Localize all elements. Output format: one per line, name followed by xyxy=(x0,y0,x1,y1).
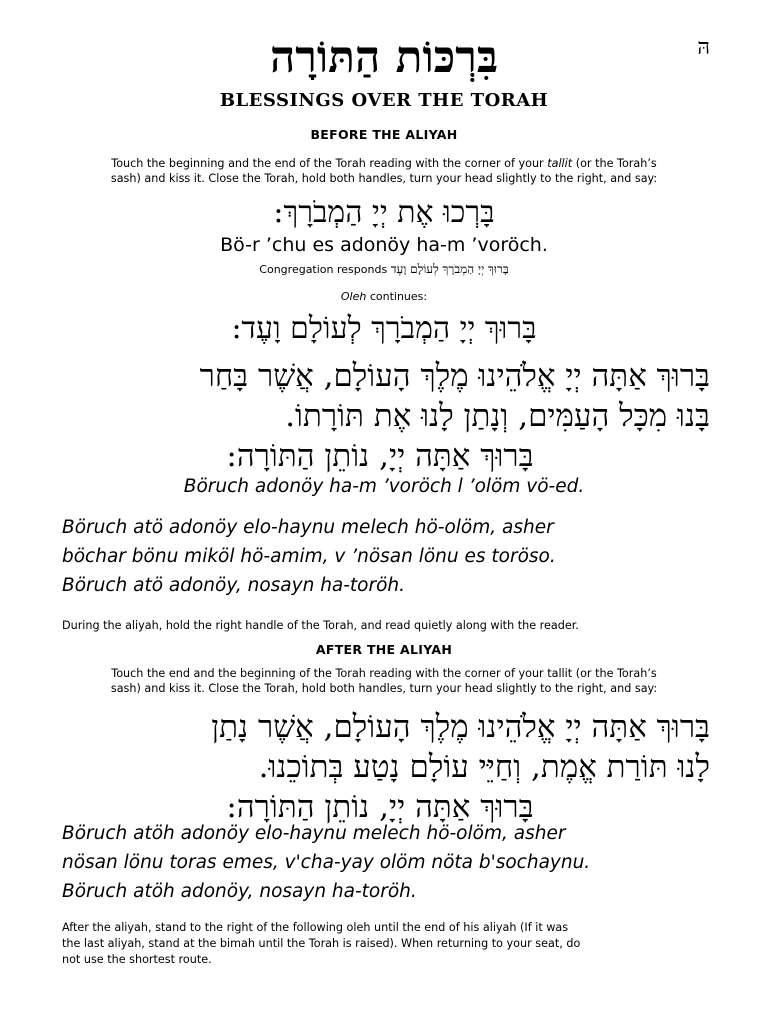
congregation-label: Congregation responds xyxy=(259,263,388,276)
after-blessing-line-2: לָנוּ תּוֹרַת אֱמֶת, וְחַיֵּי עוֹלָם נָטַע בְּתוֹכֵנוּ. xyxy=(258,749,710,785)
before-instruction-line-2: sash) and kiss it. Close the Torah, hold both handles, turn your head slightly to the right, and say: xyxy=(110,172,658,185)
title-hebrew: בִּרְכּוֹת הַתּוֹרָה xyxy=(269,32,499,83)
after-blessing-transliteration xyxy=(62,819,712,906)
after-translit-line-2: nösan lönu toras emes, v'cha-yay olöm nöta b'sochaynu. xyxy=(62,852,591,873)
title-english: BLESSINGS OVER THE TORAH xyxy=(219,90,549,111)
before-blessing-line-3: בָּרוּךְ אַתָּה יְיָ, נוֹתֵן הַתּוֹרָה: xyxy=(226,438,534,474)
instruction-text: Touch the beginning and the end of the Torah reading with the corner of your xyxy=(111,157,548,170)
continues-label: continues: xyxy=(366,290,428,303)
response-hebrew: בָּרוּךְ יְיָ הַמְבֹרָךְ לְעוֹלָם וָעֶד: xyxy=(231,311,537,346)
after-instruction-line-2: sash) and kiss it. Close the Torah, hold both handles, turn your head slightly to the right, and say: xyxy=(110,682,658,695)
before-translit-line-3: Böruch atö adonöy, nosayn ha-toröh. xyxy=(62,575,406,596)
final-note-line-2: the last aliyah, stand at the bimah until the Torah is raised). When returning to your seat, do xyxy=(62,937,581,950)
after-blessing-line-3: בָּרוּךְ אַתָּה יְיָ, נוֹתֵן הַתּוֹרָה: xyxy=(226,789,534,825)
before-instruction xyxy=(40,156,728,186)
before-blessing-hebrew xyxy=(50,356,710,476)
before-instruction-line-1 xyxy=(40,156,728,171)
congregation-hebrew: בָּרוּךְ יְיָ הַמְבֹרָךְ לְעוֹלָם וָעֶד xyxy=(390,262,509,276)
after-instruction xyxy=(40,666,728,696)
after-aliyah-note xyxy=(62,920,712,968)
congregation-responds xyxy=(0,262,768,277)
oleh-continues xyxy=(0,290,768,303)
after-blessing-hebrew xyxy=(50,707,710,827)
before-blessing-line-2: בָּנוּ מִכָּל הָעַמִּים, וְנָתַן לָנוּ אֶת תּוֹרָתוֹ. xyxy=(285,398,710,434)
before-blessing-transliteration xyxy=(62,513,712,600)
response-transliteration: Böruch adonöy ha-m ’voröch l ’olöm vö-ed. xyxy=(183,476,585,497)
barchu-hebrew: בָּרְכוּ אֶת יְיָ הַמְבֹרָךְ: xyxy=(273,195,495,230)
before-translit-line-2: böchar bönu miköl hö-amim, v ’nösan lönu es toröso. xyxy=(62,546,556,567)
before-aliyah-heading: BEFORE THE ALIYAH xyxy=(310,127,458,142)
barchu-transliteration: Bö-r ’chu es adonöy ha-m ’voröch. xyxy=(220,234,548,256)
after-instruction-line-1: Touch the end and the beginning of the Torah reading with the corner of your tallit (or the Torah’s xyxy=(111,667,657,680)
after-aliyah-heading: AFTER THE ALIYAH xyxy=(315,642,453,657)
final-note-line-3: not use the shortest route. xyxy=(62,953,212,966)
corner-page-mark: הּ xyxy=(697,35,710,60)
before-translit-line-1: Böruch atö adonöy elo-haynu melech hö-olöm, asher xyxy=(62,517,554,538)
before-blessing-line-1: בָּרוּךְ אַתָּה יְיָ אֱלֹהֵינוּ מֶלֶךְ הָעוֹלָם, אֲשֶׁר בָּחַר xyxy=(199,358,710,394)
after-translit-line-1: Böruch atöh adonöy elo-haynu melech hö-olöm, asher xyxy=(62,823,566,844)
oleh-label: Oleh xyxy=(340,290,367,303)
after-translit-line-3: Böruch atöh adonöy, nosayn ha-toröh. xyxy=(62,881,417,902)
instruction-text: (or the Torah’s xyxy=(572,157,657,170)
after-blessing-line-1: בָּרוּךְ אַתָּה יְיָ אֱלֹהֵינוּ מֶלֶךְ הָעוֹלָם, אֲשֶׁר נָתַן xyxy=(211,709,710,745)
during-aliyah-note: During the aliyah, hold the right handle of the Torah, and read quietly along with the reader. xyxy=(62,619,579,632)
instruction-emphasis: tallit xyxy=(547,157,573,170)
final-note-line-1: After the aliyah, stand to the right of the following oleh until the end of his aliyah (If it was xyxy=(62,921,569,934)
